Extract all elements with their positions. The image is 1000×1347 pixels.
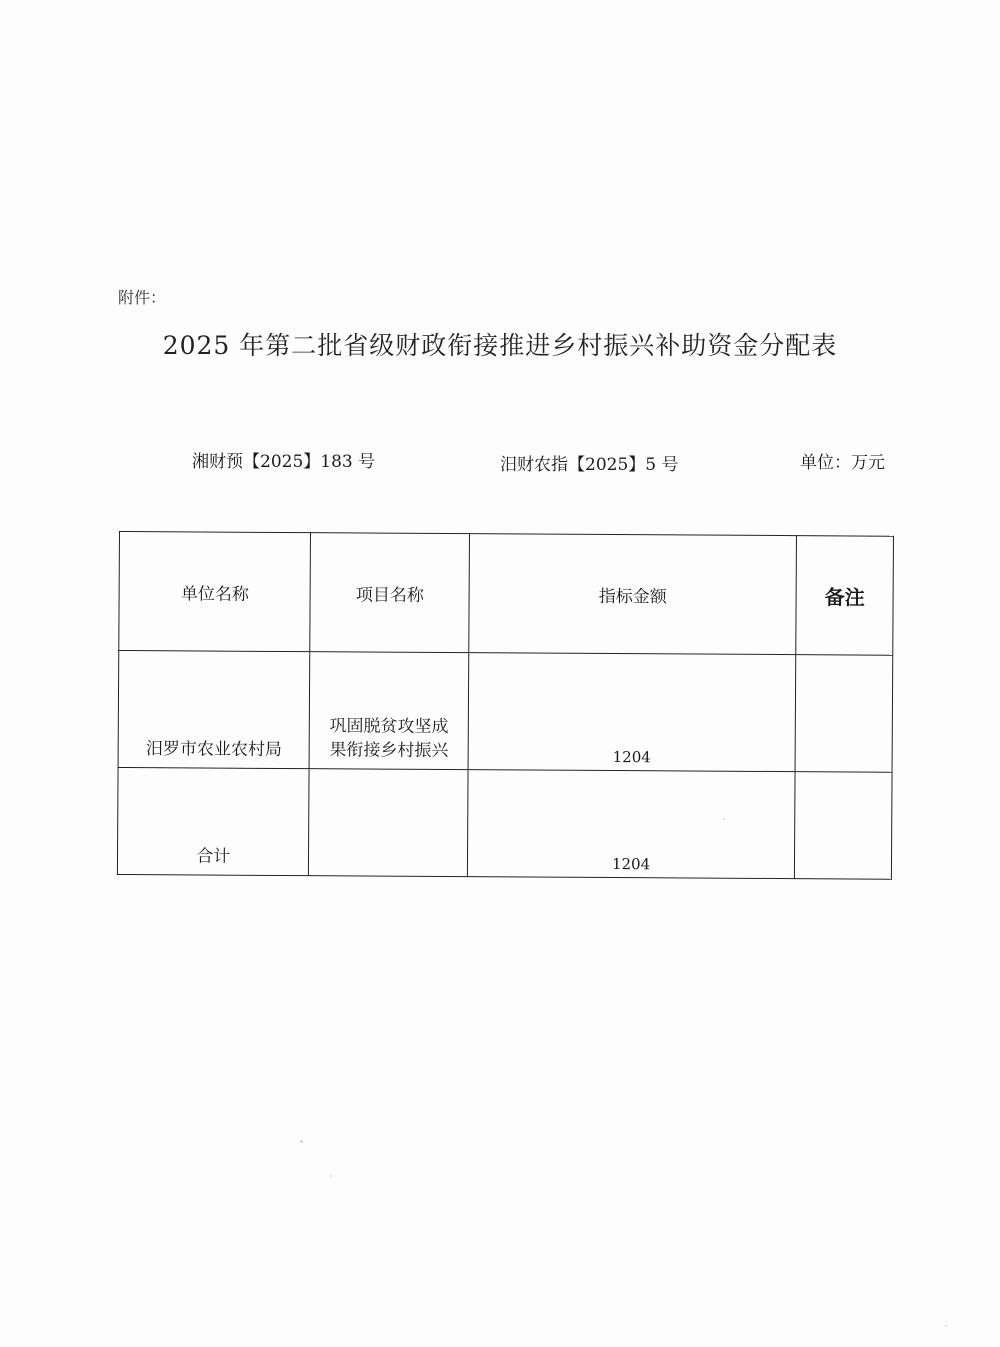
scan-speck [330, 1175, 332, 1177]
header-unit-name: 单位名称 [119, 532, 311, 652]
unit-label: 单位：万元 [800, 453, 885, 473]
header-project-name: 项目名称 [310, 533, 469, 653]
table-row [118, 651, 893, 773]
allocation-table [117, 531, 894, 880]
scan-speck [723, 818, 725, 820]
document-title: 2025 年第二批省级财政衔接推进乡村振兴补助资金分配表 [162, 331, 838, 360]
header-amount: 指标金额 [469, 534, 797, 655]
province-document-number: 湘财预【2025】183 号 [192, 452, 376, 472]
scan-speck [945, 1325, 947, 1327]
city-document-number: 汨财农指【2025】5 号 [500, 455, 679, 475]
total-amount: 1204 [467, 770, 795, 879]
cell-amount: 1204 [468, 653, 796, 772]
cell-remark [795, 655, 893, 773]
total-label: 合计 [117, 767, 309, 875]
scan-speck [300, 1140, 303, 1143]
project-name-line-2: 果衔接乡村振兴 [329, 740, 449, 762]
cell-project-name [310, 652, 469, 770]
project-name-line-1: 巩固脱贫攻坚成 [329, 716, 449, 738]
attachment-label: 附件： [118, 288, 167, 307]
cell-unit-name: 汨罗市农业农村局 [118, 651, 310, 769]
total-project-name [309, 769, 468, 877]
header-remark: 备注 [796, 536, 894, 656]
total-remark [795, 772, 892, 880]
table-header-row [119, 532, 894, 656]
table-total-row [117, 767, 892, 879]
